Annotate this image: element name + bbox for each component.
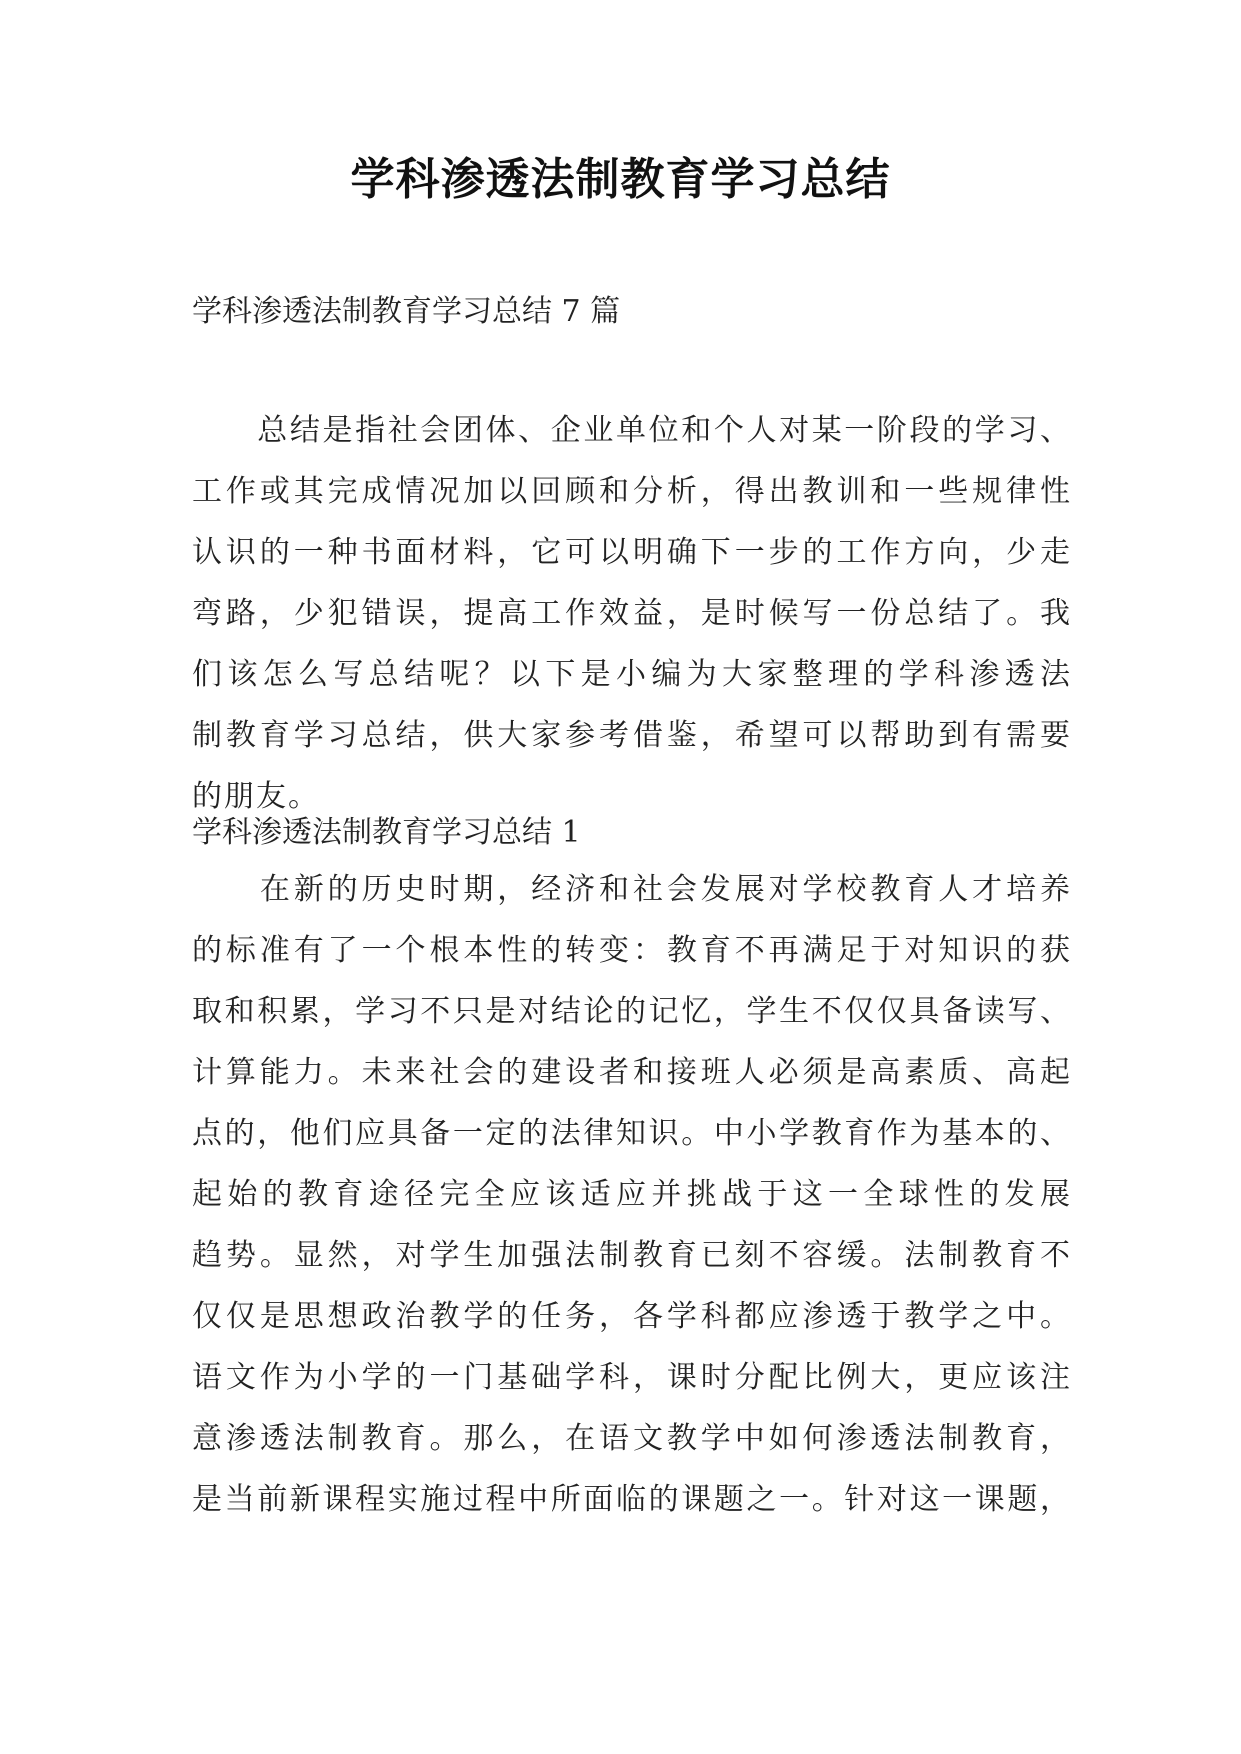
section-line: 计算能力。未来社会的建设者和接班人必须是高素质、高起 [192,1055,1072,1090]
section-paragraph [192,859,1072,1530]
section-line: 意渗透法制教育。那么，在语文教学中如何渗透法制教育， [192,1421,1072,1456]
section-line: 的标准有了一个根本性的转变：教育不再满足于对知识的获 [192,933,1072,968]
section-heading: 学科渗透法制教育学习总结 1 [192,815,581,850]
intro-line: 弯路，少犯错误，提高工作效益，是时候写一份总结了。我 [192,596,1072,631]
section-line: 语文作为小学的一门基础学科，课时分配比例大，更应该注 [192,1360,1072,1395]
intro-line: 制教育学习总结，供大家参考借鉴，希望可以帮助到有需要 [192,718,1072,753]
intro-line: 们该怎么写总结呢？以下是小编为大家整理的学科渗透法 [192,657,1072,692]
intro-line: 的朋友。 [192,779,320,814]
section-line: 起始的教育途径完全应该适应并挑战于这一全球性的发展 [192,1177,1072,1212]
section-line: 点的，他们应具备一定的法律知识。中小学教育作为基本的、 [192,1116,1072,1151]
section-line: 在新的历史时期，经济和社会发展对学校教育人才培养 [192,872,1072,907]
intro-line: 总结是指社会团体、企业单位和个人对某一阶段的学习、 [192,413,1072,448]
document-title: 学科渗透法制教育学习总结 [350,154,891,205]
intro-line: 认识的一种书面材料，它可以明确下一步的工作方向，少走 [192,535,1072,570]
section-line: 趋势。显然，对学生加强法制教育已刻不容缓。法制教育不 [192,1238,1072,1273]
intro-line: 工作或其完成情况加以回顾和分析，得出教训和一些规律性 [192,474,1072,509]
section-line: 取和积累，学习不只是对结论的记忆，学生不仅仅具备读写、 [192,994,1072,1029]
section-line: 是当前新课程实施过程中所面临的课题之一。针对这一课题， [192,1482,1072,1517]
document-subtitle: 学科渗透法制教育学习总结 7 篇 [192,294,621,329]
intro-paragraph [192,400,1072,827]
section-line: 仅仅是思想政治教学的任务，各学科都应渗透于教学之中。 [192,1299,1072,1334]
